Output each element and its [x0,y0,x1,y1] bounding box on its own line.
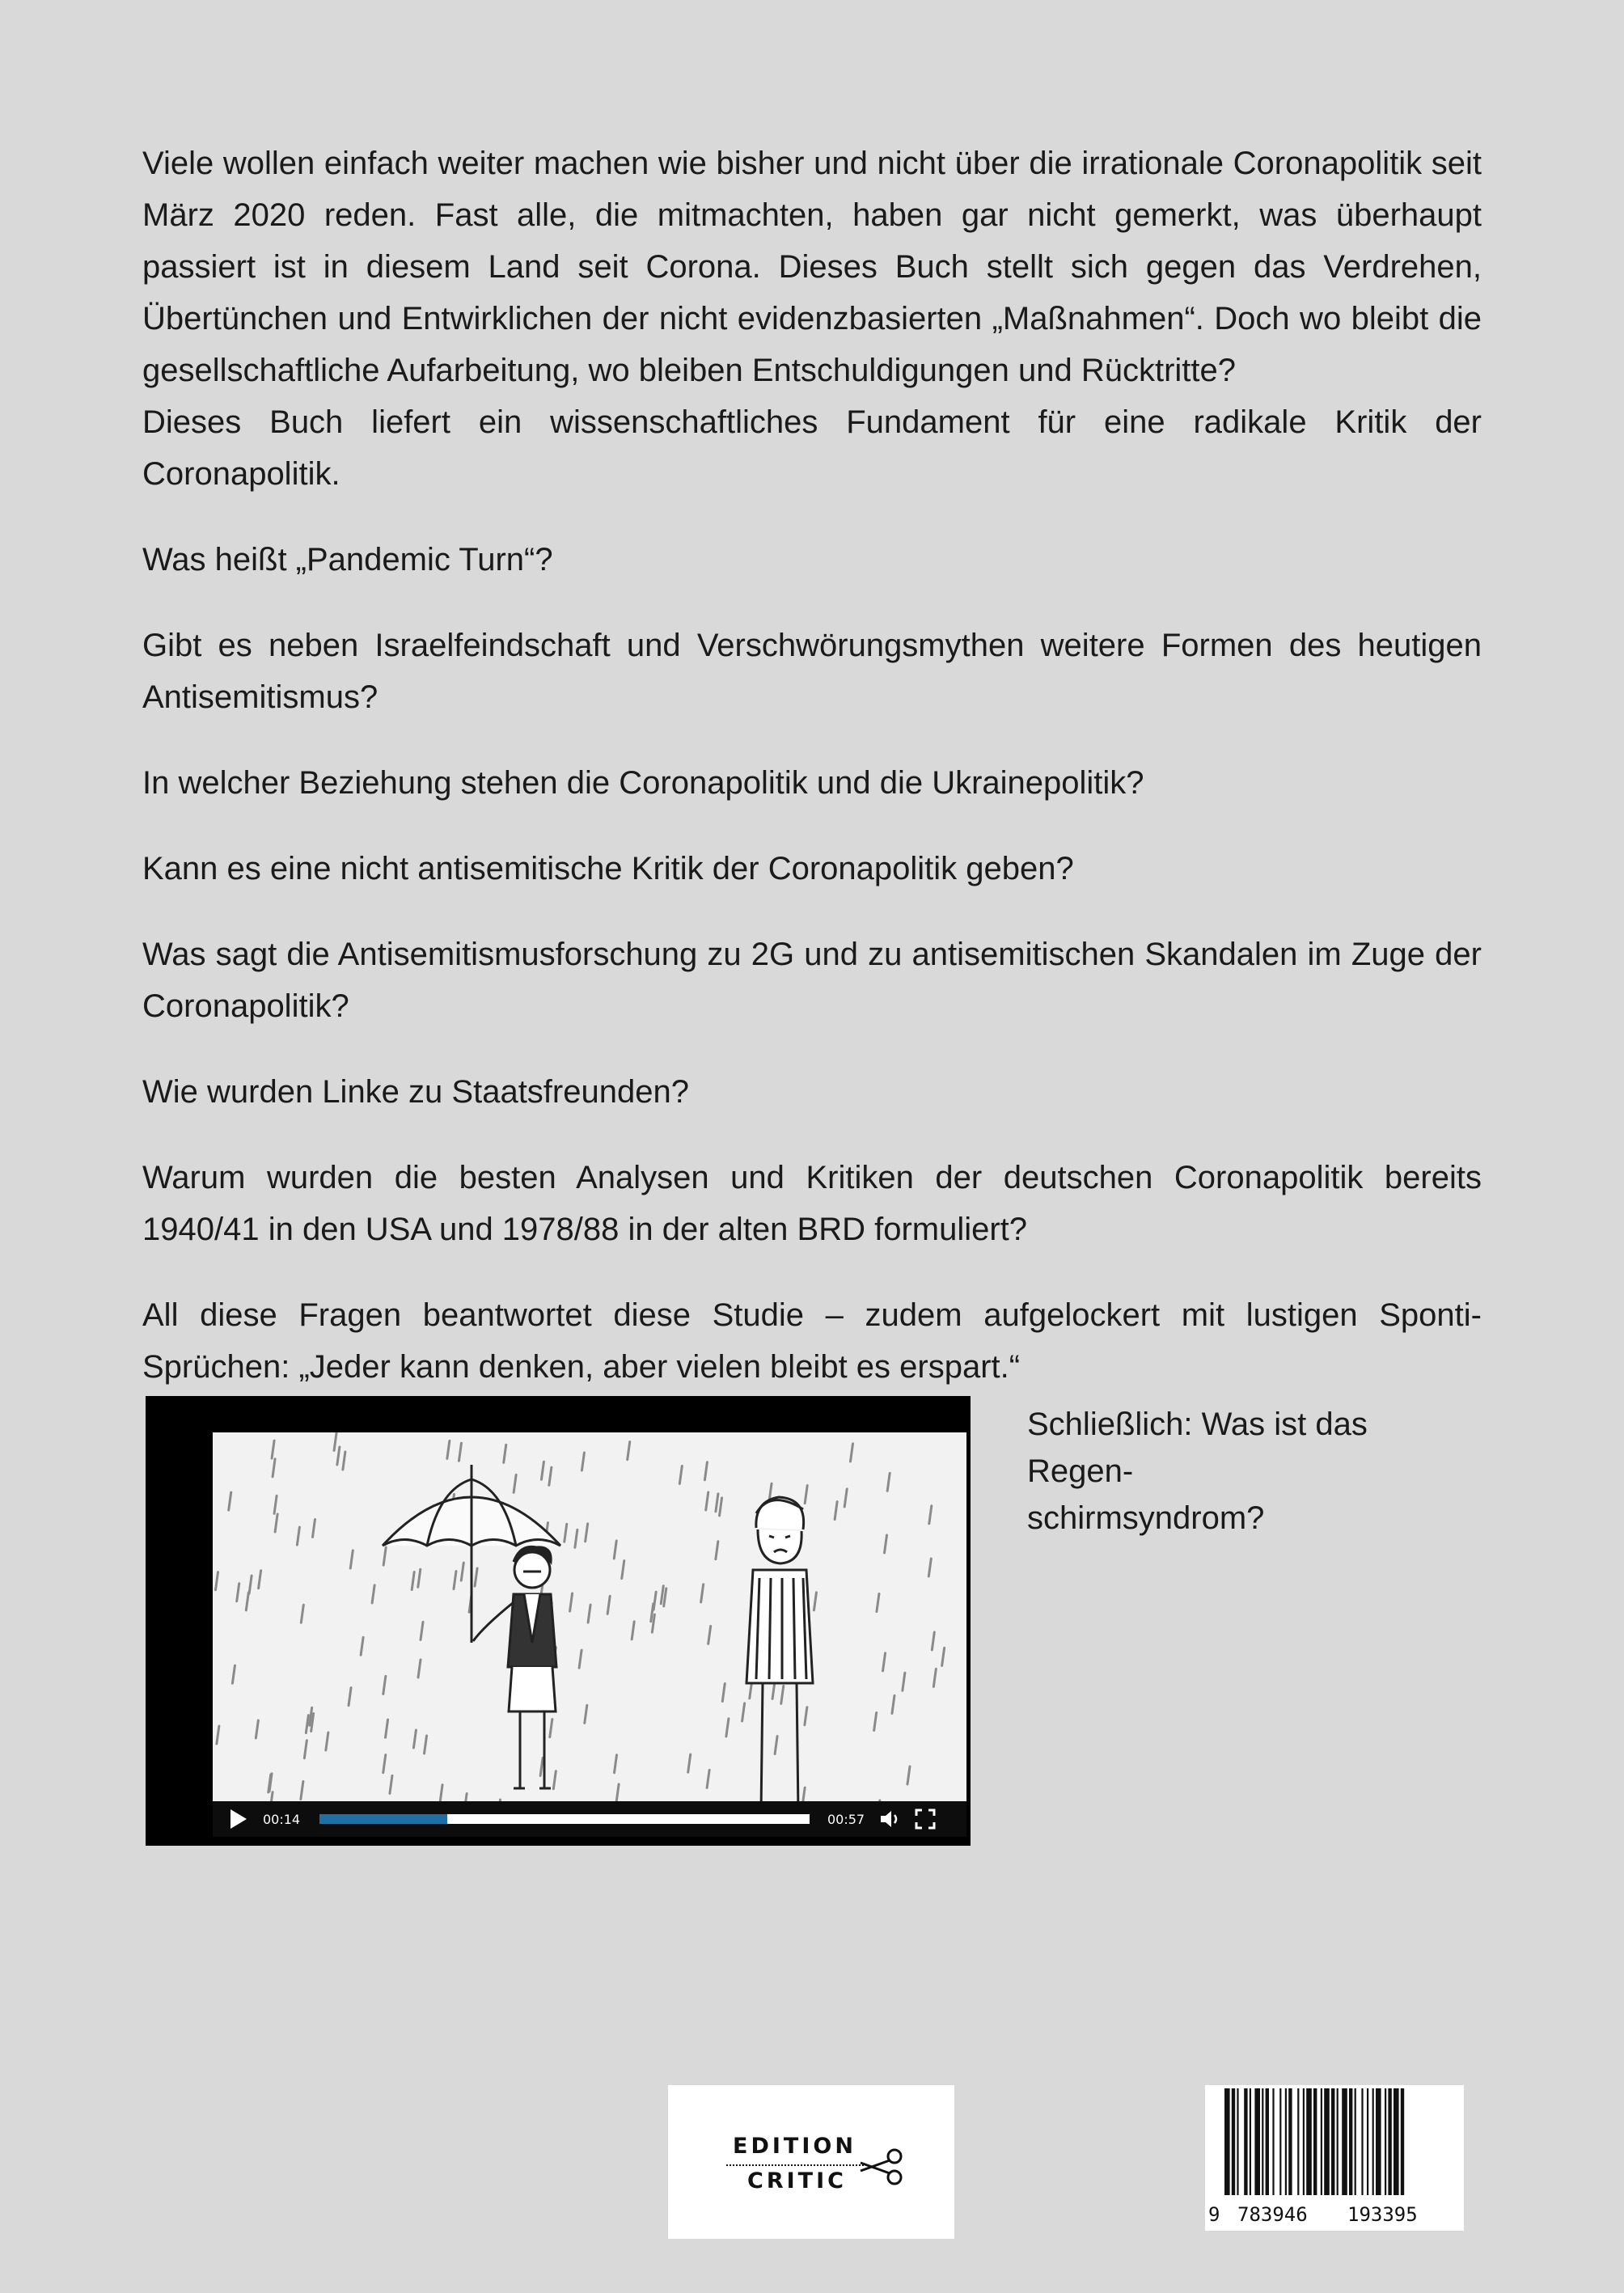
rain-drop [805,1486,807,1504]
barcode-bar [1272,2088,1274,2195]
logo-edition-text: EDITION [733,2134,856,2159]
rain-drop [504,1445,506,1462]
rain-drop [707,1770,709,1787]
rain-drop [350,1551,353,1568]
barcode-bar [1266,2088,1269,2195]
barcode-bar [1361,2088,1363,2195]
intro-paragraph: Viele wollen einfach weiter machen wie bisher und nicht über die irrationale Coronapolitik seit März 2020 reden. Fast alle, die mitmachten, haben gar nicht gemerkt, was überhaupt passiert ist in diesem Land seit Corona. Dieses Buch stellt sich gegen das Verdrehen, Übertünchen und Entwirklichen der nicht evidenzbasierten „Maßnahmen“. Doch wo bleibt die gesellschaftliche Aufarbeitung, wo bleiben Entschuldigungen und Rücktritte? [142,146,1482,388]
rain-drop [304,1741,307,1758]
rain-drop [553,1771,556,1789]
rain-drop [514,1474,516,1492]
question-analyses: Warum wurden die besten Analysen und Kritiken der deutschen Coronapolitik bereits 1940/41 in den USA und 1978/88 in der alten BRD formuliert? [142,1160,1482,1247]
video-controls [213,1801,966,1837]
rain-drop [475,1568,477,1586]
rain-drop [885,1535,887,1553]
volume-icon[interactable] [878,1807,902,1831]
barcode-bar [1250,2088,1251,2195]
isbn-barcode [1205,2085,1464,2226]
rain-drop [588,1605,590,1622]
rain-drop [217,1726,219,1744]
rain-drop [726,1719,729,1737]
question-critique: Kann es eine nicht antisemitische Kritik der Coronapolitik geben? [142,851,1074,886]
barcode-group-2: 193395 [1347,2203,1418,2226]
man-in-rain [746,1497,813,1813]
rain-drop [425,1736,427,1754]
rain-drop [616,1784,619,1802]
rain-drop [306,1716,308,1733]
rain-drop [447,1441,450,1458]
side-question-line-2: schirmsyndrom? [1027,1500,1265,1536]
rain-drop [903,1673,905,1690]
rain-drop [383,1755,386,1773]
barcode-bars [1210,2088,1459,2210]
barcode-bar [1297,2088,1299,2195]
barcode-bar [1254,2088,1260,2195]
rain-drop [708,1626,711,1644]
barcode-bar [1285,2088,1287,2195]
barcode-bar [1372,2088,1374,2195]
rain-drop [622,1561,624,1579]
barcode-bar [1313,2088,1317,2195]
rain-drop [615,1755,617,1773]
barcode-bar [1279,2088,1281,2195]
woman-with-umbrella [383,1465,560,1788]
publisher-logo [668,2085,954,2239]
side-question-line-1: Schließlich: Was ist das Regen- [1027,1407,1368,1489]
question-2g: Was sagt die Antisemitismusforschung zu 2G und zu antisemitischen Skandalen im Zuge der Coronapolitik? [142,937,1482,1024]
barcode-group-1: 783946 [1237,2203,1308,2226]
rain-drops [216,1432,945,1834]
rain-drop [877,1594,879,1612]
rain-drop [835,1502,837,1520]
rain-drop [383,1547,386,1565]
question-pandemic-turn: Was heißt „Pandemic Turn“? [142,542,553,577]
barcode-bar [1303,2088,1305,2195]
barcode-bar [1288,2088,1292,2195]
rain-drop [932,1632,934,1650]
rain-drop [540,1758,543,1775]
rain-drop [586,1524,588,1542]
rain-drop [814,1593,816,1610]
rain-drop [301,1605,303,1622]
rain-drop [297,1527,299,1545]
rain-drop [607,1596,610,1614]
rain-drop [628,1442,630,1460]
video-frame-illustration[interactable] [213,1432,966,1837]
rain-drop [372,1585,374,1603]
scissors-icon [857,2147,906,2187]
rain-drop [343,1452,345,1470]
rain-drop [418,1660,421,1677]
rain-drop [361,1637,363,1655]
rain-drop [440,1785,442,1803]
rain-drop [461,1563,463,1580]
rain-drop [274,1496,277,1513]
rain-drop [565,1524,567,1542]
rain-drop [781,1686,784,1703]
rain-drop [412,1572,414,1590]
rain-drop [704,1462,707,1480]
rain-drop [237,1584,239,1601]
rain-drop [579,1650,582,1668]
progress-fill [319,1814,447,1824]
rain-drop [805,1707,807,1725]
rain-drop [337,1447,340,1465]
rain-drop [256,1720,258,1738]
rain-drop [334,1432,336,1450]
question-antisemitism-forms: Gibt es neben Israelfeindschaft und Verschwörungsmythen weitere Formen des heutigen Antisemitismus? [142,628,1482,715]
rain-drop [632,1622,634,1639]
barcode-bar [1237,2088,1238,2195]
foundation-paragraph: Dieses Buch liefert ein wissenschaftliches Fundament für eine radikale Kritik der Coronapolitik. [142,404,1482,492]
rain-drop [661,1586,663,1604]
back-cover-text [142,137,1482,1427]
barcode-bar [1232,2088,1235,2195]
barcode-digits [1205,2198,1464,2231]
rain-drop [585,1705,587,1723]
rain-drop [722,1684,725,1702]
rain-drop [933,1669,936,1686]
rain-drop [688,1754,691,1772]
rain-drop [716,1542,718,1559]
barcode-bar [1244,2088,1247,2195]
play-icon[interactable] [230,1809,247,1829]
duration-time: 00:57 [827,1811,865,1827]
rain-drop [892,1695,894,1713]
video-player[interactable] [146,1396,971,1846]
rain-drop [942,1648,945,1665]
rain-drop [459,1443,461,1461]
rain-drop [272,1441,274,1458]
rain-drop [454,1572,456,1589]
rain-drop [844,1489,847,1507]
barcode-bar [1388,2088,1391,2195]
logo-critic-text: CRITIC [747,2168,847,2194]
barcode-bar [1321,2088,1322,2195]
rain-drop [706,1492,708,1510]
rain-drop [249,1576,252,1593]
current-time: 00:14 [263,1811,301,1827]
rain-drop [312,1519,315,1537]
barcode-digit-first: 9 [1208,2203,1220,2226]
barcode-bar [1355,2088,1356,2195]
rain-drop [850,1444,852,1462]
rain-drop [259,1571,261,1589]
rain-drop [232,1665,235,1683]
rain-drop [883,1653,886,1671]
rain-drop [549,1467,552,1485]
summary-paragraph: All diese Fragen beantwortet diese Studie – zudem aufgelockert mit lustigen Sponti-Sprüchen: „Jeder kann denken, aber vielen bleibt es erspart.“ [142,1297,1482,1385]
rain-drop [928,1559,931,1576]
barcode-bar [1385,2088,1386,2195]
rain-drop [679,1466,682,1483]
rain-drop [383,1676,386,1694]
rain-drop [550,1720,552,1737]
rain-drop [570,1593,573,1611]
rain-drop [326,1732,328,1750]
rain-drop [541,1462,543,1479]
barcode-bar [1342,2088,1347,2195]
barcode-bar [1349,2088,1352,2195]
rain-drop [421,1622,423,1639]
side-question [1027,1401,1482,1542]
rain-drop [418,1569,421,1587]
barcode-bar [1224,2088,1230,2195]
rain-drop [701,1584,704,1602]
rain-drop [716,1494,718,1512]
rain-drop [614,1541,616,1559]
rain-drop [907,1766,910,1784]
barcode-bar [1331,2088,1334,2195]
rain-drop [349,1688,351,1706]
rain-drop [390,1775,392,1793]
rain-umbrella-illustration [213,1432,966,1837]
rain-drop [413,1730,416,1748]
rain-drop [273,1459,275,1477]
barcode-bar [1337,2088,1339,2195]
barcode-bar [1376,2088,1381,2195]
question-ukraine: In welcher Beziehung stehen die Coronapolitik und die Ukrainepolitik? [142,765,1144,801]
rain-drop [301,1782,303,1800]
rain-drop [582,1453,584,1470]
rain-drop [929,1506,932,1524]
rain-drop [386,1720,388,1737]
rain-drop [275,1514,277,1532]
rain-drop [775,1737,777,1754]
barcode-bar [1324,2088,1330,2195]
barcode-bar [1394,2088,1399,2195]
barcode-bar [1401,2088,1404,2195]
barcode-bar [1306,2088,1312,2195]
rain-drop [229,1492,231,1510]
rain-drop [874,1712,877,1730]
rain-drop [575,1529,577,1547]
fullscreen-icon[interactable] [913,1807,937,1831]
barcode-bar [1262,2088,1263,2195]
rain-drop [246,1593,248,1610]
rain-drop [742,1703,745,1721]
barcode-bar [1367,2088,1368,2195]
progress-bar[interactable] [319,1814,810,1824]
question-left: Wie wurden Linke zu Staatsfreunden? [142,1074,689,1110]
rain-drop [720,1498,722,1516]
logo-cut-line [726,2164,864,2166]
rain-drop [216,1572,218,1590]
rain-drop [887,1473,890,1491]
rain-drop [664,1589,666,1606]
